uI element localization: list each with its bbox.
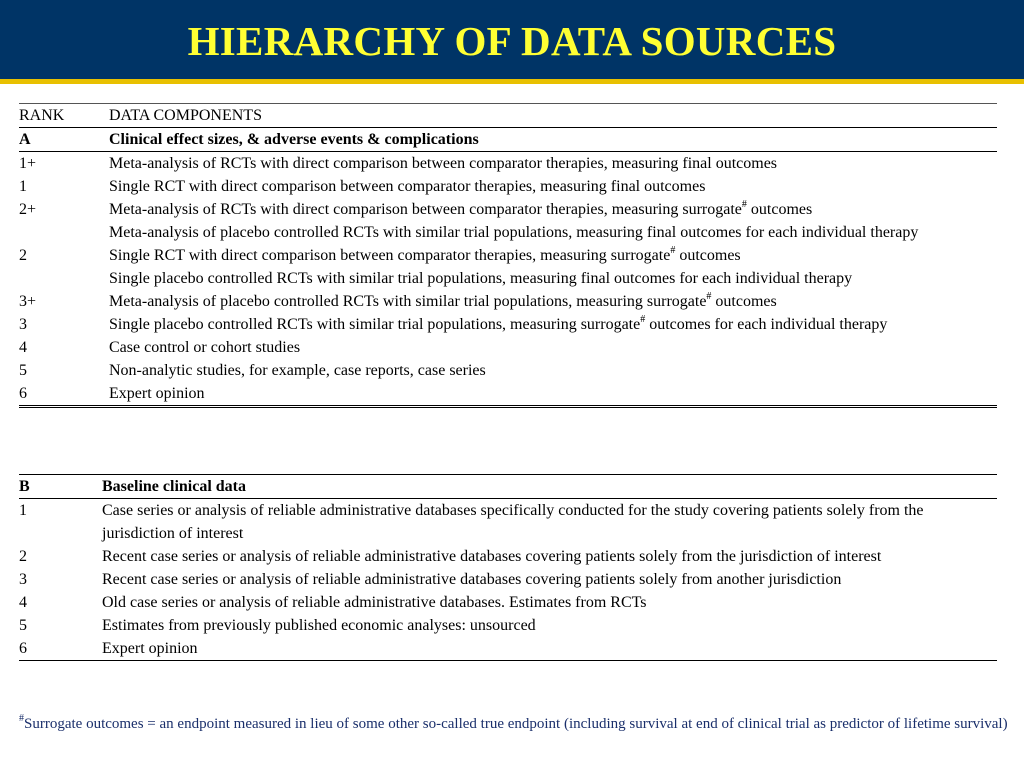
row-text-before: Meta-analysis of RCTs with direct comparison between comparator therapies, measuring surrogate <box>109 201 742 218</box>
row-text <box>109 244 997 267</box>
table-row <box>19 499 997 545</box>
table-row <box>19 637 997 660</box>
row-rank: 2+ <box>19 201 37 218</box>
table-header-row <box>19 103 997 127</box>
page-title: HIERARCHY OF DATA SOURCES <box>187 18 837 64</box>
row-text: Estimates from previously published economic analyses: unsourced <box>102 617 536 634</box>
row-rank: 4 <box>19 594 27 611</box>
row-text-after: outcomes for each individual therapy <box>645 316 888 333</box>
row-rank: 4 <box>19 339 27 356</box>
section-a-title: Clinical effect sizes, & adverse events & complications <box>109 131 479 148</box>
components-header: DATA COMPONENTS <box>109 107 262 124</box>
row-text: Single RCT with direct comparison between comparator therapies, measuring final outcomes <box>109 178 706 195</box>
row-rank: 6 <box>19 385 27 402</box>
row-text: Old case series or analysis of reliable administrative databases. Estimates from RCTs <box>102 594 647 611</box>
section-a-heading <box>19 127 997 152</box>
table-row <box>19 359 997 382</box>
table-row <box>19 152 997 175</box>
footnote-marker: # <box>640 313 646 325</box>
row-rank: 3 <box>19 316 27 333</box>
row-text: Case control or cohort studies <box>109 339 301 356</box>
footnote-marker: # <box>741 198 747 210</box>
row-rank: 3+ <box>19 293 37 310</box>
row-text: Expert opinion <box>109 385 205 402</box>
table-row <box>19 545 997 568</box>
row-rank: 5 <box>19 362 27 379</box>
row-text: Meta-analysis of placebo controlled RCTs with similar trial populations, measuring final outcomes for each individual therapy <box>109 224 919 241</box>
row-text: Meta-analysis of RCTs with direct comparison between comparator therapies, measuring final outcomes <box>109 155 778 172</box>
row-rank <box>19 221 109 244</box>
footnote-marker: # <box>19 713 24 724</box>
table-row <box>19 221 997 244</box>
footnote-text: Surrogate outcomes = an endpoint measured in lieu of some other so-called true endpoint (including survival at end of clinical trial as predictor of lifetime survival) <box>24 716 1008 732</box>
table-row <box>19 568 997 591</box>
row-rank: 3 <box>19 571 27 588</box>
section-b-rank: B <box>19 478 30 495</box>
table-section-a <box>19 103 997 408</box>
section-a-rank: A <box>19 131 31 148</box>
table-row <box>19 198 997 221</box>
section-a-rows <box>19 152 997 408</box>
row-text: Expert opinion <box>102 640 198 657</box>
table-row <box>19 244 997 267</box>
row-rank: 2 <box>19 548 27 565</box>
footnote <box>19 714 1009 735</box>
row-rank: 5 <box>19 617 27 634</box>
row-text <box>109 290 997 313</box>
table-row <box>19 267 997 290</box>
row-text-after: outcomes <box>746 201 813 218</box>
table-row <box>19 175 997 198</box>
row-text-before: Single placebo controlled RCTs with similar trial populations, measuring surrogate <box>109 316 641 333</box>
table-row <box>19 313 997 336</box>
row-text: Single placebo controlled RCTs with similar trial populations, measuring final outcomes for each individual therapy <box>109 270 853 287</box>
row-text: Recent case series or analysis of reliable administrative databases covering patients solely from another jurisdiction <box>102 571 842 588</box>
row-text-after: outcomes <box>675 247 741 264</box>
row-rank: 1 <box>19 178 27 195</box>
footnote-marker: # <box>670 244 676 256</box>
row-rank: 1 <box>19 502 27 519</box>
row-text: Non-analytic studies, for example, case reports, case series <box>109 362 486 379</box>
row-text-after: outcomes <box>711 293 777 310</box>
section-b-rows <box>19 499 997 661</box>
table-row <box>19 614 997 637</box>
row-rank <box>19 267 109 290</box>
section-b-title: Baseline clinical data <box>102 478 246 495</box>
row-rank: 6 <box>19 640 27 657</box>
row-text-before: Single RCT with direct comparison between comparator therapies, measuring surrogate <box>109 247 671 264</box>
table-row <box>19 290 997 313</box>
rank-header: RANK <box>19 107 65 124</box>
footnote-marker: # <box>706 290 712 302</box>
section-b-heading <box>19 474 997 499</box>
row-rank: 2 <box>19 247 27 264</box>
table-row <box>19 591 997 614</box>
row-rank: 1+ <box>19 155 37 172</box>
row-text-before: Meta-analysis of placebo controlled RCTs with similar trial populations, measuring surrogate <box>109 293 707 310</box>
title-banner <box>0 0 1024 84</box>
row-text <box>109 313 997 336</box>
table-row <box>19 382 997 405</box>
row-text: Case series or analysis of reliable administrative databases specifically conducted for the study covering patients solely from the jurisdiction of interest <box>102 502 924 542</box>
table-section-b <box>19 474 997 661</box>
table-row <box>19 336 997 359</box>
row-text <box>109 198 997 221</box>
row-text: Recent case series or analysis of reliable administrative databases covering patients solely from the jurisdiction of interest <box>102 548 882 565</box>
